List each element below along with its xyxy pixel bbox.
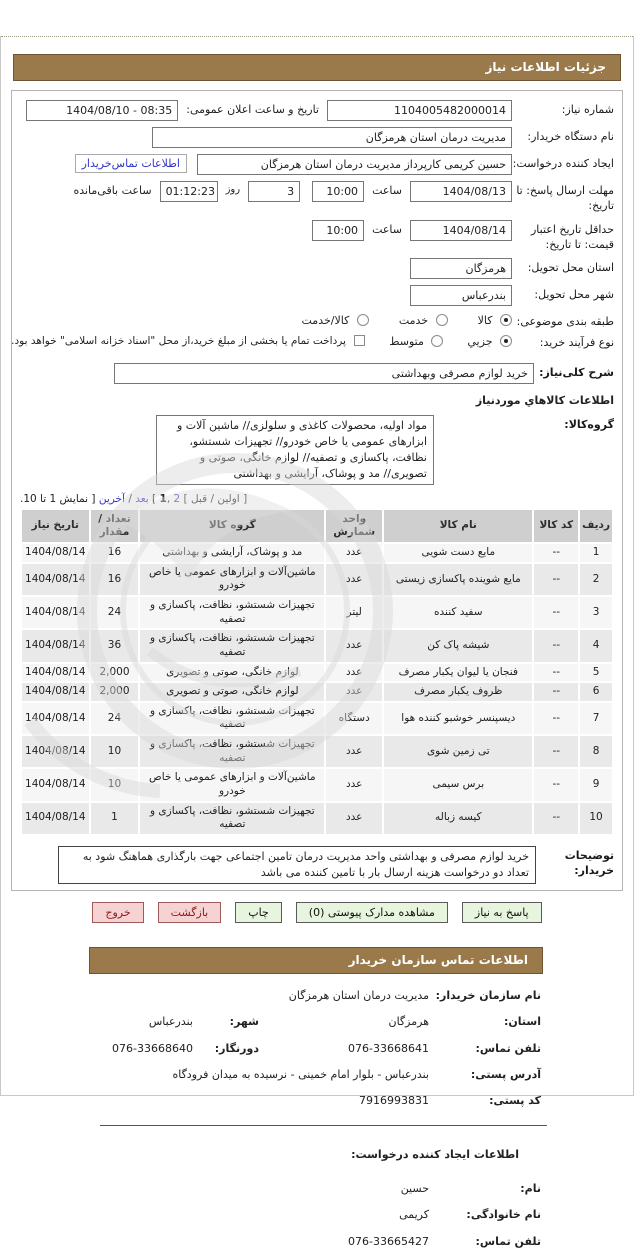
price-validity-label: حداقل تاریخ اعتبار قیمت: تا تاریخ: [530,222,614,251]
table-cell: 1 [91,803,139,834]
announce-datetime-input[interactable]: 1404/08/10 - 08:35 [26,100,178,121]
radio-goods-label: کالا [477,314,493,328]
header-item-name: نام کالا [384,510,532,542]
pagination-bracket: ] [243,492,248,505]
view-attachments-button[interactable]: مشاهده مدارک پیوستی (0) [296,902,448,923]
fax-value: 076-33668640 [112,1041,193,1055]
radio-service-label: خدمت [398,314,429,328]
table-row [22,736,612,767]
table-cell: 4 [580,630,612,661]
table-cell: 5 [580,664,612,682]
table-cell: -- [534,803,578,834]
table-cell: تجهیزات شستشو، نظافت، پاکسازی و تصفیه [140,597,324,628]
radio-goods-service-label: کالا/خدمت [301,314,350,328]
org-name-value: مدیریت درمان استان هرمزگان [288,988,429,1002]
radio-medium[interactable] [431,335,443,347]
reply-deadline-days-input[interactable]: 3 [248,181,300,202]
phone-label: تلفن تماس: [475,1041,541,1055]
table-cell: 1404/08/14 [22,664,89,682]
province-value: هرمزگان [388,1015,429,1029]
table-cell: -- [534,597,578,628]
price-validity-date-input[interactable]: 1404/08/14 [410,220,512,241]
need-number-label: شماره نیاز: [561,103,614,116]
print-button[interactable]: چاپ [235,902,282,923]
table-cell: 2,000 [91,664,139,682]
table-row [22,544,612,562]
table-cell: 3 [580,597,612,628]
goods-info-title: اطلاعات کالاهاي موردنیاز [475,394,614,408]
table-cell: 1404/08/14 [22,683,89,701]
creator-info-title: اطلاعات ایجاد کننده درخواست: [351,1147,519,1161]
table-cell: -- [534,564,578,595]
table-cell: -- [534,769,578,800]
table-cell: تجهیزات شستشو، نظافت، پاکسازی و تصفیه [140,736,324,767]
goods-table-header-row [22,510,612,542]
radio-minor-label: جزیي [467,335,493,349]
table-cell: شیشه پاک کن [384,630,532,661]
goods-group-label: گروه‌کالا: [564,418,614,432]
table-cell: 16 [91,564,139,595]
pagination-current-page: 1 [159,492,167,505]
table-cell: سفید کننده [384,597,532,628]
table-cell: عدد [326,683,382,701]
price-validity-hour-input[interactable]: 10:00 [312,220,364,241]
pagination-showing: نمایش 1 تا 10. [20,492,89,505]
table-row [22,769,612,800]
header-item-code: کد کالا [534,510,578,542]
last-name-value: کریمی [399,1208,429,1222]
reply-deadline-hour-input[interactable]: 10:00 [312,181,364,202]
table-cell: 10 [580,803,612,834]
pagination-comma: , [166,492,171,505]
need-details-header-bar: جزئیات اطلاعات نیاز [13,54,621,81]
pagination-slash: / [210,492,215,505]
procurement-need-page [0,36,634,1248]
phone-value: 076-33668641 [348,1041,429,1055]
fax-label: دورنگار: [214,1041,259,1055]
radio-service[interactable] [436,314,448,326]
table-cell: عدد [326,736,382,767]
remaining-time-label: ساعت باقی‌مانده [73,184,152,197]
table-row [22,630,612,661]
buyer-contact-section [89,988,541,1249]
table-cell: 24 [91,703,139,734]
table-cell: تجهیزات شستشو، نظافت، پاکسازی و تصفیه [140,630,324,661]
table-cell: ماشین‌آلات و ابزارهای عمومی یا خاص خودرو [140,769,324,800]
table-cell: 36 [91,630,139,661]
buyer-contact-link[interactable]: اطلاعات تماس‌خریدار [75,154,187,173]
action-buttons-row [1,902,633,923]
address-value: بندرعباس - بلوار امام خمینی - نرسیده به میدان فرودگاه [172,1068,429,1081]
table-cell: عدد [326,664,382,682]
table-row [22,683,612,701]
table-pagination [20,493,612,505]
delivery-province-label: استان محل تحویل: [527,261,614,275]
header-need-date: تاریخ نیاز [22,510,89,542]
treasury-docs-checkbox-label: پرداخت تمام یا بخشی از مبلغ خرید،از محل "اسناد خزانه اسلامی" خواهد بود. [11,335,346,348]
header-item-group: گروه کالا [140,510,324,542]
table-row [22,703,612,734]
table-cell: 16 [91,544,139,562]
treasury-docs-checkbox[interactable] [354,335,365,346]
table-cell: 9 [580,769,612,800]
table-cell: تجهیزات شستشو، نظافت، پاکسازی و تصفیه [140,703,324,734]
pagination-page-2-link[interactable]: 2 [173,492,181,505]
first-name-value: حسین [400,1181,429,1195]
reply-deadline-days-label: روز [225,184,241,195]
radio-medium-label: متوسط [389,335,424,349]
need-desc-label: شرح کلی‌نیاز: [539,366,614,380]
reply-deadline-label: مهلت ارسال پاسخ: تا تاریخ: [516,184,614,212]
table-cell: دستگاه [326,703,382,734]
need-number-input[interactable]: 1104005482000014 [327,100,512,121]
pagination-bracket: [ [152,492,157,505]
table-cell: -- [534,683,578,701]
creator-label: ایجاد کننده درخواست: [512,157,614,170]
contact-divider [100,1125,547,1126]
table-cell: عدد [326,769,382,800]
delivery-city-input[interactable]: بندرعباس [410,285,512,306]
need-desc-input[interactable]: خرید لوازم مصرفی وبهداشتی [114,363,534,384]
reply-to-need-button[interactable]: پاسخ به نیاز [462,902,542,923]
table-cell: کیسه زباله [384,803,532,834]
table-cell: 1404/08/14 [22,703,89,734]
table-cell: عدد [326,544,382,562]
creator-phone-label: تلفن تماس: [475,1234,541,1248]
goods-table-body [22,544,612,834]
table-cell: ماشین‌آلات و ابزارهای عمومی یا خاص خودرو [140,564,324,595]
radio-goods-service[interactable] [357,314,369,326]
table-cell: 1404/08/14 [22,736,89,767]
table-cell: تی زمین شوی [384,736,532,767]
reply-deadline-date-input[interactable]: 1404/08/13 [410,181,512,202]
process-type-label: نوع فرآیند خرید: [539,336,614,350]
table-row [22,597,612,628]
need-details-panel [11,90,623,891]
pagination-next-link[interactable]: بعد [135,492,149,505]
top-dotted-divider [1,36,633,37]
table-cell: 10 [91,769,139,800]
org-name-label: نام سازمان خریدار: [435,988,541,1002]
buyer-org-label: نام دستگاه خریدار: [527,130,614,143]
table-cell: تجهیزات شستشو، نظافت، پاکسازی و تصفیه [140,803,324,834]
price-validity-hour-label: ساعت [372,222,402,236]
buyer-notes-label: توضیحات خریدار: [564,848,614,877]
table-row [22,564,612,595]
table-cell: 1404/08/14 [22,564,89,595]
pagination-first-label: اولین [217,492,240,505]
table-cell: 8 [580,736,612,767]
table-row [22,664,612,682]
table-cell: 1404/08/14 [22,769,89,800]
table-cell: 7 [580,703,612,734]
table-cell: 1404/08/14 [22,803,89,834]
table-cell: 1404/08/14 [22,544,89,562]
address-label: آدرس پستی: [470,1068,541,1081]
city-label: شهر: [229,1015,259,1029]
table-cell: دیسپنسر خوشبو کننده هوا [384,703,532,734]
table-cell: فنجان یا لیوان یکبار مصرف [384,664,532,682]
header-row-number: ردیف [580,510,612,542]
table-cell: 1404/08/14 [22,597,89,628]
delivery-city-label: شهر محل تحویل: [534,288,614,302]
table-cell: 2,000 [91,683,139,701]
header-unit: واحد شمارش [326,510,382,542]
radio-goods[interactable] [500,314,512,326]
delivery-province-input[interactable]: هرمزگان [410,258,512,279]
announce-datetime-label: تاریخ و ساعت اعلان عمومی: [186,103,319,116]
table-cell: عدد [326,630,382,661]
table-row [22,803,612,834]
table-cell: لوازم خانگی، صوتی و تصویری [140,664,324,682]
table-cell: عدد [326,803,382,834]
pagination-slash: / [128,492,132,505]
table-cell: ظروف یکبار مصرف [384,683,532,701]
table-cell: 24 [91,597,139,628]
classification-label: طبقه بندی موضوعی: [516,315,614,329]
table-cell: 1404/08/14 [22,630,89,661]
table-cell: لوازم خانگی، صوتی و تصویری [140,683,324,701]
radio-minor[interactable] [500,335,512,347]
goods-group-box[interactable]: مواد اولیه، محصولات کاغذی و سلولزی// ماشین آلات و ابزارهای عمومی یا خاص خودرو// تجهیزات شستشو، نظافت، پاکسازی و تصفیه// لوازم خانگی، صوتی و تصویری// مد و پوشاک، آرایشی و بهداشتی [156,415,434,485]
postal-code-value: 7916993831 [359,1094,429,1108]
pagination-prev-label: قبل [190,492,208,505]
table-cell: 1 [580,544,612,562]
goods-table [20,508,614,836]
city-value: بندرعباس [148,1015,193,1029]
table-cell: -- [534,703,578,734]
exit-button[interactable]: خروج [92,902,143,923]
pagination-bracket: [ [183,492,188,505]
province-label: استان: [504,1015,541,1029]
table-cell: مایع شوینده پاکسازی زیستی [384,564,532,595]
first-name-label: نام: [520,1181,541,1195]
buyer-contact-header-bar: اطلاعات تماس سازمان خریدار [89,947,543,974]
table-cell: -- [534,664,578,682]
table-cell: -- [534,544,578,562]
table-cell: لیتر [326,597,382,628]
pagination-last-link[interactable]: آخرین [98,492,125,505]
reply-deadline-hour-label: ساعت [372,184,402,197]
table-cell: 2 [580,564,612,595]
header-quantity: تعداد / مقدار [91,510,139,542]
creator-phone-value: 076-33665427 [348,1234,429,1248]
table-cell: -- [534,630,578,661]
buyer-notes-box[interactable]: خرید لوازم مصرفی و بهداشتی واحد مدیریت درمان تامین اجتماعی جهت بارگذاری هماهنگ شود به تعداد دو درخواست هزینه ارسال بار با تامین کننده می باشد [58,846,536,884]
table-cell: -- [534,736,578,767]
last-name-label: نام خانوادگی: [466,1208,541,1222]
table-cell: مایع دست شویی [384,544,532,562]
creator-input[interactable]: حسین کریمی کارپرداز مدیریت درمان استان هرمزگان [197,154,512,175]
table-cell: برس سیمی [384,769,532,800]
back-button[interactable]: بازگشت [158,902,222,923]
remaining-time-countdown: 01:12:23 [160,181,218,202]
table-cell: 10 [91,736,139,767]
table-cell: مد و پوشاک، آرایشی و بهداشتی [140,544,324,562]
table-cell: 6 [580,683,612,701]
table-cell: عدد [326,564,382,595]
buyer-org-input[interactable]: مدیریت درمان استان هرمزگان [152,127,512,148]
postal-code-label: کد پستی: [489,1094,541,1108]
pagination-bracket: ] [91,492,96,505]
